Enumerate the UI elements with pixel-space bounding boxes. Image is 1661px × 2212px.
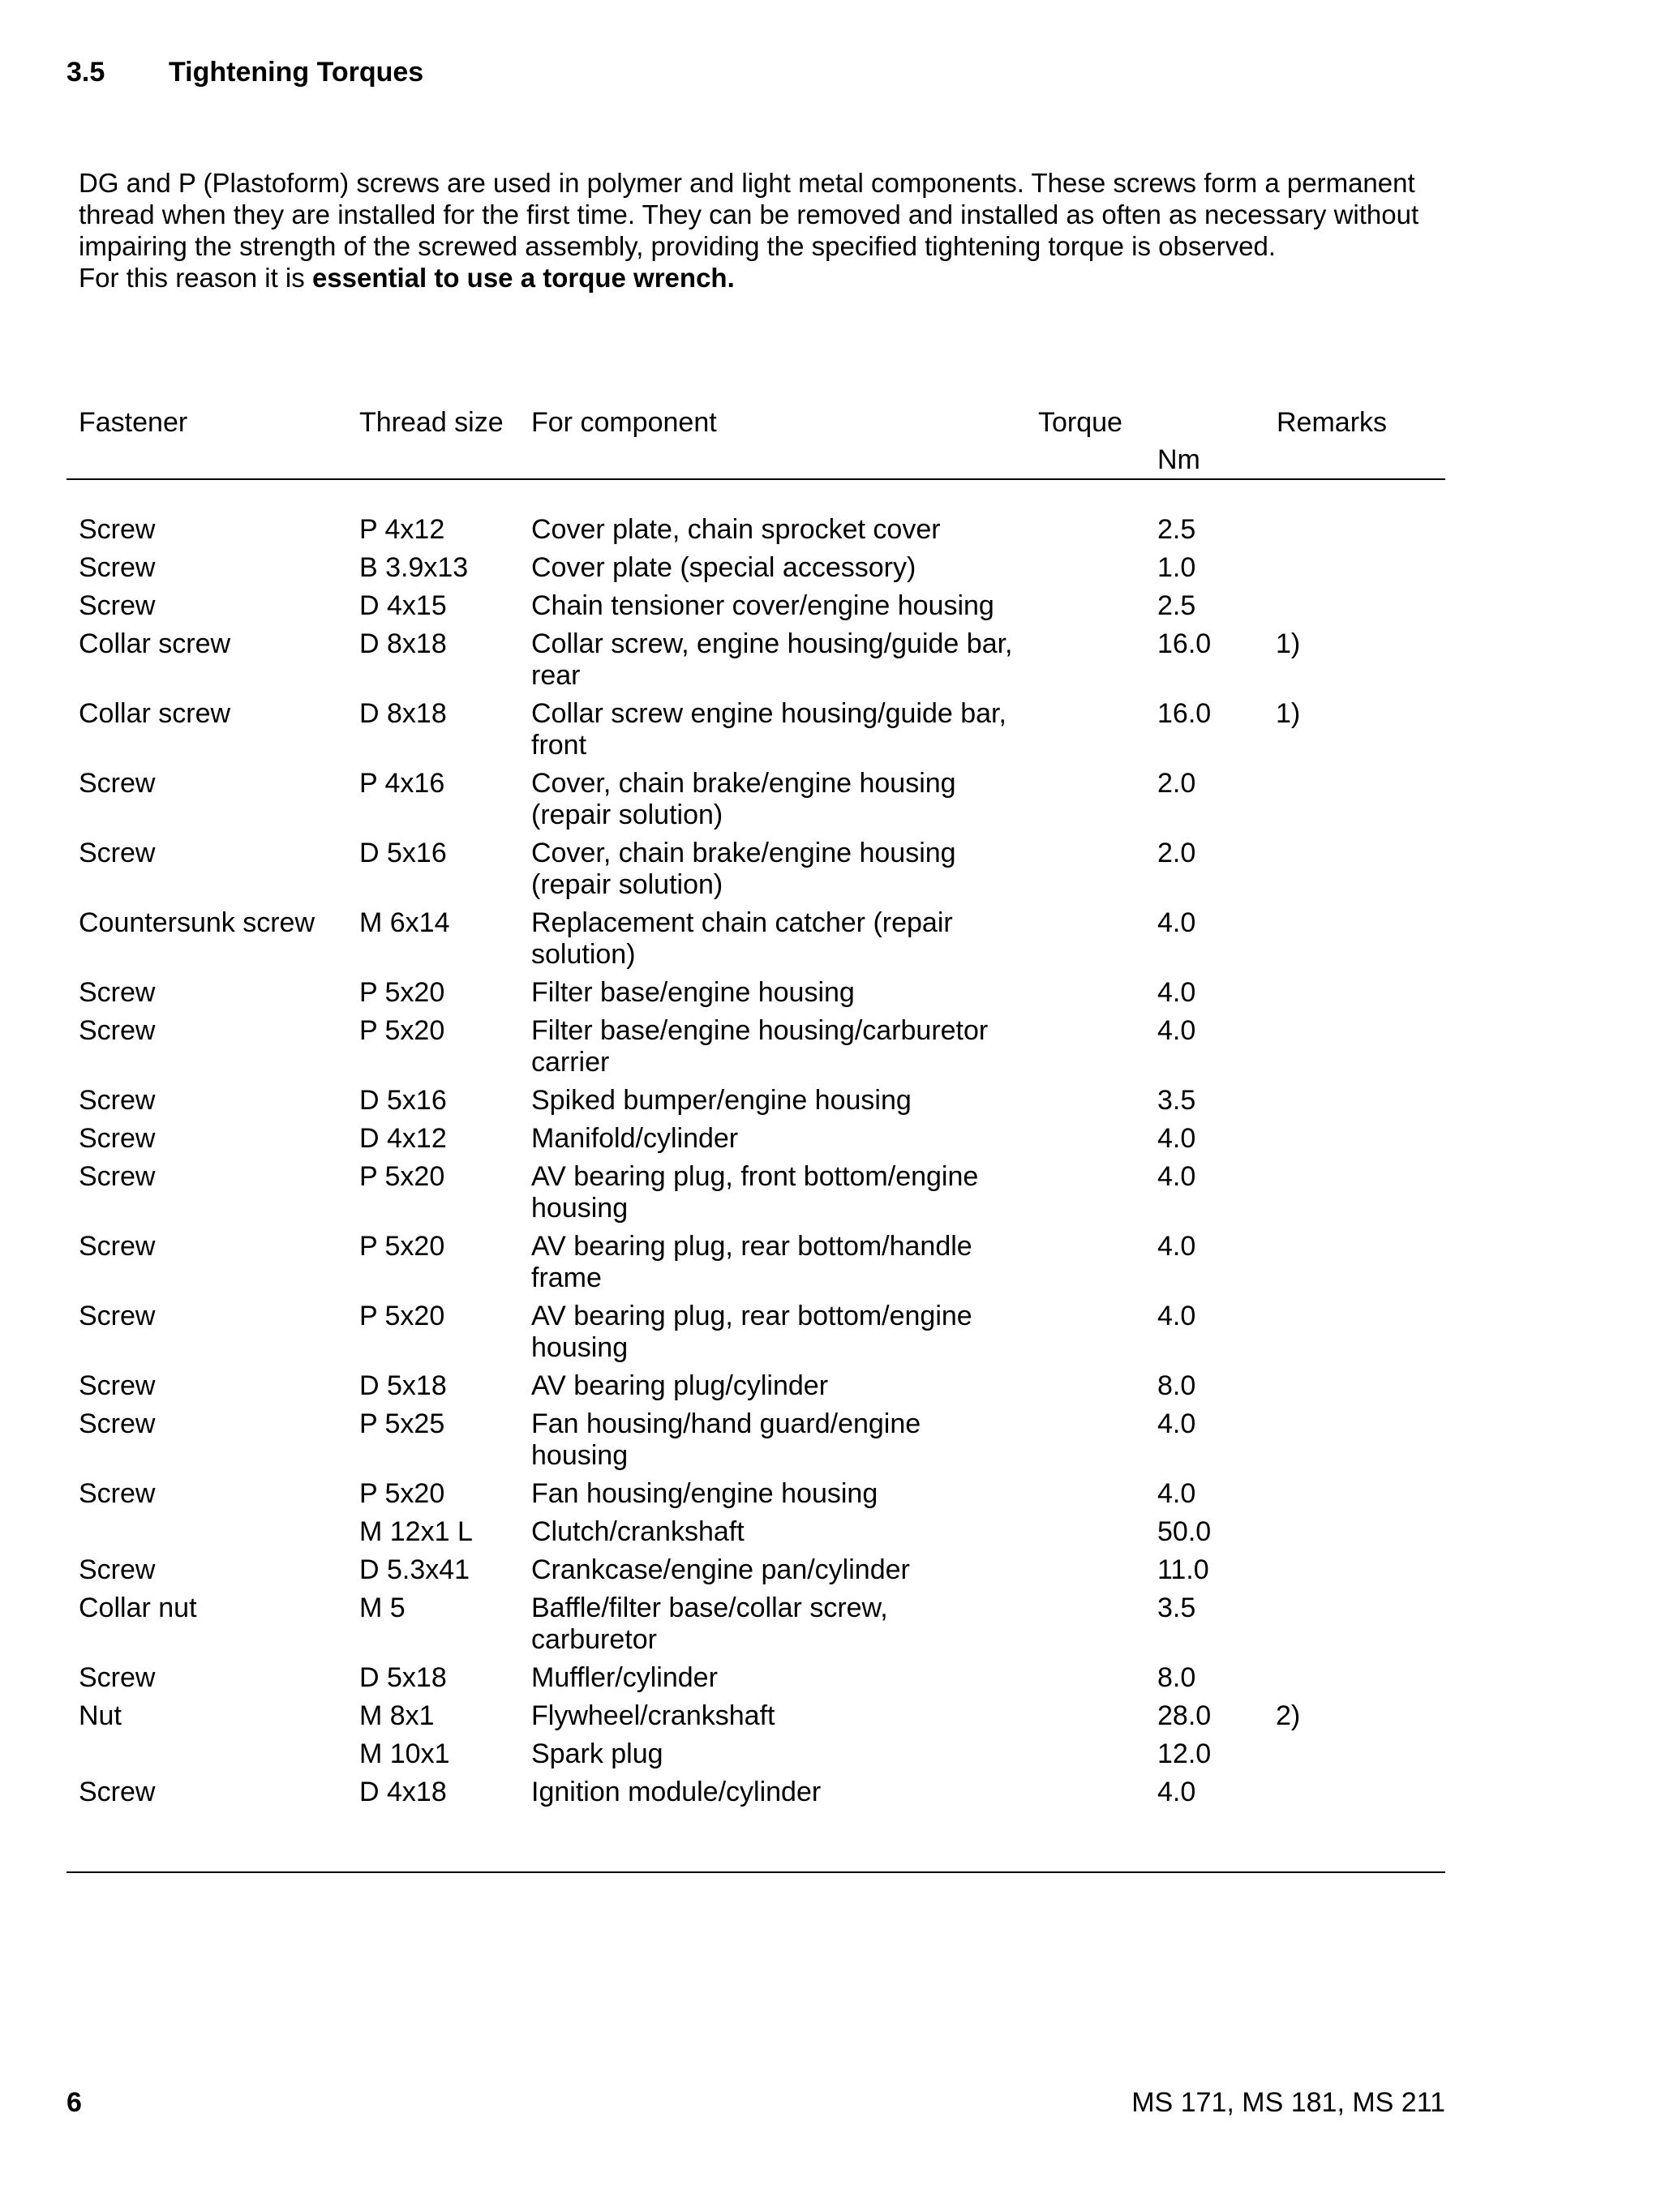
intro-reason-prefix: For this reason it is: [79, 263, 312, 293]
intro-reason-bold: essential to use a torque wrench.: [311, 263, 735, 293]
cell-fastener: Screw: [79, 1301, 156, 1331]
cell-fastener: Collar screw: [79, 698, 231, 729]
torque-table: [67, 404, 1445, 1844]
table-row: [67, 768, 1445, 831]
cell-thread-size: D 5x16: [359, 1085, 447, 1116]
table-row: [67, 838, 1445, 901]
cell-remarks: 1): [1276, 628, 1301, 659]
model-list: MS 171, MS 181, MS 211: [1131, 2087, 1445, 2118]
table-row: [67, 1370, 1445, 1402]
cell-fastener: Screw: [79, 1554, 156, 1585]
cell-thread-size: M 12x1 L: [359, 1516, 473, 1547]
cell-thread-size: D 4x15: [359, 590, 447, 621]
cell-fastener: Screw: [79, 552, 156, 583]
cell-component: Clutch/crankshaft: [531, 1516, 745, 1547]
page-number: 6: [67, 2087, 82, 2118]
cell-torque: 4.0: [1157, 1161, 1196, 1192]
cell-fastener: Screw: [79, 1161, 156, 1192]
cell-fastener: Screw: [79, 1777, 156, 1807]
cell-torque: 4.0: [1157, 907, 1196, 938]
cell-torque: 50.0: [1157, 1516, 1212, 1547]
cell-remarks: 1): [1276, 698, 1301, 729]
cell-component: Cover, chain brake/engine housing (repair solution): [531, 838, 956, 900]
cell-torque: 2.5: [1157, 590, 1196, 621]
cell-torque: 4.0: [1157, 1408, 1196, 1439]
table-header: [67, 404, 1445, 478]
table-row: [67, 1015, 1445, 1078]
cell-torque: 11.0: [1157, 1554, 1209, 1585]
table-row: [67, 1516, 1445, 1548]
cell-fastener: [67, 1516, 359, 1548]
cell-thread-size: D 5x18: [359, 1370, 447, 1401]
cell-thread-size: P 5x20: [359, 1015, 445, 1046]
cell-thread-size: D 5x16: [359, 838, 447, 868]
cell-thread-size: D 4x12: [359, 1123, 447, 1154]
cell-fastener: Screw: [79, 590, 156, 621]
header-torque: Torque: [1038, 407, 1122, 438]
cell-torque: 4.0: [1157, 977, 1196, 1008]
cell-fastener: Screw: [79, 1408, 156, 1439]
cell-fastener: Screw: [79, 514, 156, 545]
table-row: [67, 1700, 1445, 1732]
table-row: [67, 1301, 1445, 1364]
table-row: [67, 1161, 1445, 1224]
cell-thread-size: P 5x20: [359, 1231, 445, 1262]
table-row: [67, 977, 1445, 1009]
cell-torque: 4.0: [1157, 1301, 1196, 1331]
cell-thread-size: P 5x20: [359, 1301, 445, 1331]
intro-text: [79, 167, 1457, 294]
cell-thread-size: M 6x14: [359, 907, 450, 938]
table-row: [67, 1123, 1445, 1155]
cell-component: Replacement chain catcher (repair solution): [531, 907, 953, 970]
intro-paragraph: DG and P (Plastoform) screws are used in polymer and light metal components. These screws form a permanent thread when they are installed for the first time. They can be removed and installed as often as necessary without impairing the strength of the screwed assembly, providing the specified tightening torque is observed.: [79, 168, 1419, 261]
cell-thread-size: M 5: [359, 1593, 406, 1623]
cell-fastener: Screw: [79, 977, 156, 1008]
cell-component: Cover plate, chain sprocket cover: [531, 514, 941, 545]
table-row: [67, 1738, 1445, 1770]
cell-component: Flywheel/crankshaft: [531, 1700, 775, 1731]
cell-component: Cover, chain brake/engine housing (repair solution): [531, 768, 956, 830]
cell-component: AV bearing plug, rear bottom/handle frame: [531, 1231, 972, 1293]
cell-component: Filter base/engine housing/carburetor carrier: [531, 1015, 989, 1078]
cell-component: Spiked bumper/engine housing: [531, 1085, 912, 1116]
cell-thread-size: B 3.9x13: [359, 552, 469, 583]
section-number: 3.5: [67, 57, 105, 88]
cell-torque: 4.0: [1157, 1777, 1196, 1807]
cell-component: Cover plate (special accessory): [531, 552, 916, 583]
cell-torque: 3.5: [1157, 1593, 1196, 1623]
cell-component: AV bearing plug, front bottom/engine housing: [531, 1161, 979, 1224]
section-title: Tightening Torques: [169, 57, 424, 88]
table-row: [67, 552, 1445, 584]
table-row: [67, 514, 1445, 546]
cell-torque: 12.0: [1157, 1738, 1212, 1769]
cell-torque: 28.0: [1157, 1700, 1212, 1731]
cell-fastener: Countersunk screw: [79, 907, 315, 938]
cell-component: Muffler/cylinder: [531, 1662, 718, 1693]
cell-torque: 8.0: [1157, 1662, 1196, 1693]
header-thread-size: Thread size: [359, 407, 504, 438]
cell-component: Crankcase/engine pan/cylinder: [531, 1554, 910, 1585]
cell-torque: 4.0: [1157, 1123, 1196, 1154]
cell-torque: 1.0: [1157, 552, 1196, 583]
cell-fastener: Nut: [79, 1700, 122, 1731]
cell-torque: 4.0: [1157, 1231, 1196, 1262]
cell-component: AV bearing plug, rear bottom/engine housing: [531, 1301, 972, 1363]
table-body: [67, 480, 1445, 1844]
cell-fastener: Screw: [79, 1662, 156, 1693]
cell-fastener: Collar screw: [79, 628, 231, 659]
cell-component: Manifold/cylinder: [531, 1123, 739, 1154]
cell-torque: 4.0: [1157, 1478, 1196, 1509]
header-torque-unit: Nm: [1157, 444, 1200, 475]
cell-thread-size: D 8x18: [359, 698, 447, 729]
cell-fastener: Screw: [79, 1370, 156, 1401]
cell-component: Baffle/filter base/collar screw, carburetor: [531, 1593, 888, 1655]
cell-fastener: Screw: [79, 1085, 156, 1116]
cell-thread-size: P 5x20: [359, 1478, 445, 1509]
table-row: [67, 1554, 1445, 1586]
cell-fastener: Screw: [79, 1231, 156, 1262]
table-row: [67, 1085, 1445, 1117]
table-row: [67, 1231, 1445, 1294]
header-fastener: Fastener: [79, 407, 188, 438]
table-row: [67, 590, 1445, 622]
cell-fastener: Screw: [79, 838, 156, 868]
cell-fastener: Screw: [79, 1123, 156, 1154]
cell-fastener: Screw: [79, 768, 156, 799]
cell-torque: 16.0: [1157, 628, 1212, 659]
cell-remarks: 2): [1276, 1700, 1301, 1731]
table-row: [67, 1662, 1445, 1694]
cell-torque: 2.0: [1157, 838, 1196, 868]
cell-fastener: [67, 1738, 359, 1770]
cell-fastener: Collar nut: [79, 1593, 197, 1623]
cell-component: Collar screw engine housing/guide bar, front: [531, 698, 1006, 761]
header-remarks: Remarks: [1277, 407, 1388, 438]
table-row: [67, 628, 1445, 692]
section-heading: [67, 57, 423, 88]
table-row: [67, 698, 1445, 761]
cell-torque: 4.0: [1157, 1015, 1196, 1046]
cell-torque: 3.5: [1157, 1085, 1196, 1116]
cell-thread-size: P 5x20: [359, 977, 445, 1008]
cell-component: Chain tensioner cover/engine housing: [531, 590, 994, 621]
cell-thread-size: D 5x18: [359, 1662, 447, 1693]
cell-thread-size: P 5x25: [359, 1408, 445, 1439]
cell-fastener: Screw: [79, 1015, 156, 1046]
cell-torque: 16.0: [1157, 698, 1212, 729]
cell-component: Fan housing/hand guard/engine housing: [531, 1408, 921, 1471]
table-row: [67, 1478, 1445, 1510]
table-row: [67, 1408, 1445, 1472]
cell-component: Ignition module/cylinder: [531, 1777, 822, 1807]
table-row: [67, 1777, 1445, 1808]
table-row: [67, 1593, 1445, 1656]
cell-component: Filter base/engine housing: [531, 977, 855, 1008]
cell-component: AV bearing plug/cylinder: [531, 1370, 829, 1401]
cell-thread-size: M 10x1: [359, 1738, 450, 1769]
cell-thread-size: D 4x18: [359, 1777, 447, 1807]
cell-thread-size: M 8x1: [359, 1700, 435, 1731]
cell-thread-size: D 8x18: [359, 628, 447, 659]
cell-torque: 2.5: [1157, 514, 1196, 545]
cell-component: Fan housing/engine housing: [531, 1478, 878, 1509]
cell-thread-size: P 4x12: [359, 514, 445, 545]
cell-thread-size: P 5x20: [359, 1161, 445, 1192]
intro-reason: [79, 262, 1457, 294]
cell-torque: 2.0: [1157, 768, 1196, 799]
cell-thread-size: D 5.3x41: [359, 1554, 470, 1585]
header-component: For component: [531, 407, 717, 438]
table-row: [67, 907, 1445, 971]
cell-fastener: Screw: [79, 1478, 156, 1509]
cell-torque: 8.0: [1157, 1370, 1196, 1401]
cell-component: Spark plug: [531, 1738, 663, 1769]
cell-thread-size: P 4x16: [359, 768, 445, 799]
cell-component: Collar screw, engine housing/guide bar, rear: [531, 628, 1013, 691]
table-bottom-rule: [67, 1871, 1445, 1873]
